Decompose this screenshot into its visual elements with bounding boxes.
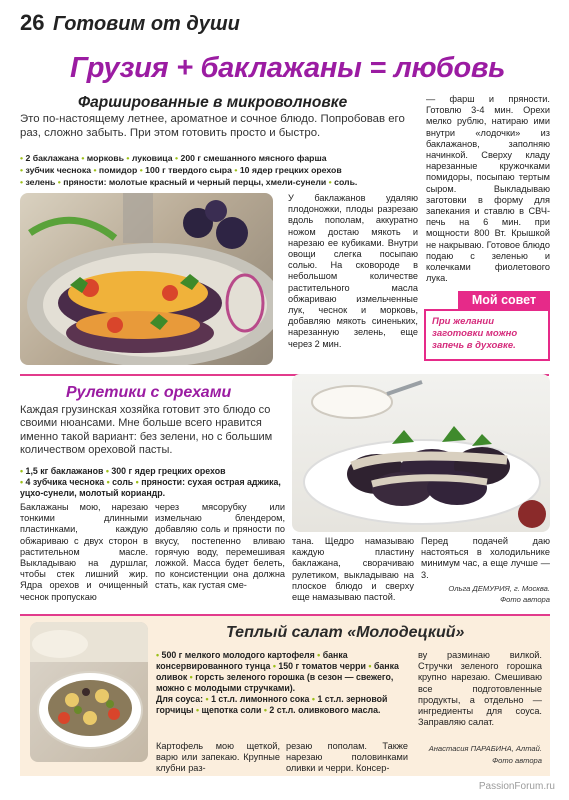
section-title: Готовим от души bbox=[52, 13, 240, 35]
page-header bbox=[20, 10, 320, 36]
rolls-illustration bbox=[292, 374, 550, 532]
recipe2-title: Рулетики с орехами bbox=[66, 384, 232, 401]
recipe3-text-col3: ву разминаю вилкой. Стручки зеленого горошка крупно нарезаю. Смешиваю все подготовленные продукты, а отдельно — ингредиенты для соуса. Заправляю салат. bbox=[418, 650, 542, 728]
recipe3-credit-photo: Фото автора bbox=[492, 756, 542, 765]
recipe1-title: Фаршированные в микроволновке bbox=[78, 94, 348, 111]
photo-illustration bbox=[20, 193, 273, 365]
tip-box bbox=[424, 309, 550, 361]
recipe2-credit-photo: Фото автора bbox=[500, 595, 550, 604]
headline: Грузия + баклажаны = любовь bbox=[70, 52, 506, 84]
recipe3-ingredients: • 500 г мелкого молодого картофеля • банка консервированного тунца • 150 г томатов черри • банка оливок • горсть зеленого горошка (в сезон — свежего, можно с молодыми стручками). Для соуса: • 1 ст.л. лимонного сока • 1 ст.л. зерновой горчицы • щепотка соли • 2 ст.л. оливкового масла. bbox=[156, 650, 399, 715]
recipe2-text-col3: тана. Щедро намазываю каждую пластину баклажана, сворачиваю рулетиком, выкладываю на плоское блюдо и сверху еще намазываю пастой. bbox=[292, 536, 414, 603]
recipe2-text-col4: Перед подачей даю настояться в холодильнике минимум час, а еще лучше — 3. bbox=[421, 536, 550, 580]
recipe1-ingredients: • 2 баклажана • морковь • луковица • 200 г смешанного мясного фарша • зубчик чеснока • помидор • 100 г твердого сыра • 10 ядер грецких орехов • зелень • пряности: молотые красный и черный перцы, хмели-сунели • соль. bbox=[20, 153, 358, 187]
recipe3-text-col2: резаю пополам. Также нарезаю половинками оливки и черри. Консер- bbox=[286, 741, 408, 774]
recipe1-text-col2: — фарш и пряности. Готовлю 3-4 мин. Орехи мелко рублю, натираю ими внутри «лодочки» из баклажанов, заполняю начинкой. Сверху кладу нарезанные кружочками помидоры, посыпаю тертым сыром. Выкладываю заготовки в форму для запекания и ставлю в СВЧ-печь на 6 мин. при мощности 800 Вт. Крышкой не накрываю. Готовое блюдо подаю с зеленью и колечками фиолетового лука. bbox=[426, 94, 550, 284]
salad-photo bbox=[30, 622, 148, 762]
watermark: PassionForum.ru bbox=[478, 781, 555, 792]
recipe1-intro: Это по-настоящему летнее, ароматное и сочное блюдо. Попробовав его раз, сложно забыть. При этом готовить просто и быстро. bbox=[20, 113, 405, 139]
tip-label: Мой совет bbox=[458, 291, 550, 309]
tip-text: При желании заготовки можно запечь в духовке. bbox=[432, 316, 518, 351]
recipe2-credit-name: Ольга ДЕМУРИЯ, г. Москва. bbox=[448, 584, 550, 593]
recipe1-text-col1: У баклажанов удаляю плодоножки, плоды разрезаю вдоль пополам, аккуратно ножом достаю мякоть и нарезаю ее кубиками. Внутри овощи слегка посыпаю солью. На сковороде в небольшом количестве растительного масла обжариваю измельченные лук, чеснок и морковь, добавляю мякоть синеньких, нарезанную зелень, еще через 2 мин. bbox=[288, 193, 418, 349]
page-number: 26 bbox=[20, 10, 45, 35]
recipe3-credit-name: Анастасия ПАРАБИНА, Алтай. bbox=[428, 744, 542, 753]
salad-illustration bbox=[30, 622, 148, 762]
stuffed-eggplant-photo bbox=[20, 193, 273, 365]
eggplant-rolls-photo bbox=[292, 374, 550, 532]
recipe3-title: Теплый салат «Молодецкий» bbox=[226, 624, 465, 641]
recipe2-text-col1: Баклажаны мою, нарезаю тонкими длинными пластинками, каждую обжариваю с двух сторон в растительном масле. Выкладываю на дуршлаг, чтобы стек лишний жир. Ядра орехов и очищенный чеснок пропускаю bbox=[20, 502, 148, 602]
recipe2-intro: Каждая грузинская хозяйка готовит это блюдо со своими нюансами. Мне больше всего нравится именно такой вариант: без зелени, но с большим количеством ореховой пасты. bbox=[20, 404, 273, 456]
recipe2-text-col2: через мясорубку или измельчаю блендером, добавляю соль и пряности по вкусу, постепенно вливаю горячую воду, перемешивая ложкой. Масса будет белеть, по консистенции она должна стать, как густая сме- bbox=[155, 502, 285, 591]
recipe3-text-col1: Картофель мою щеткой, варю или запекаю. Крупные клубни раз- bbox=[156, 741, 280, 774]
recipe2-ingredients: • 1,5 кг баклажанов • 300 г ядер грецких орехов • 4 зубчика чеснока • соль • пряности: сухая острая аджика, уцхо-сунели, молотый кориандр. bbox=[20, 466, 281, 498]
